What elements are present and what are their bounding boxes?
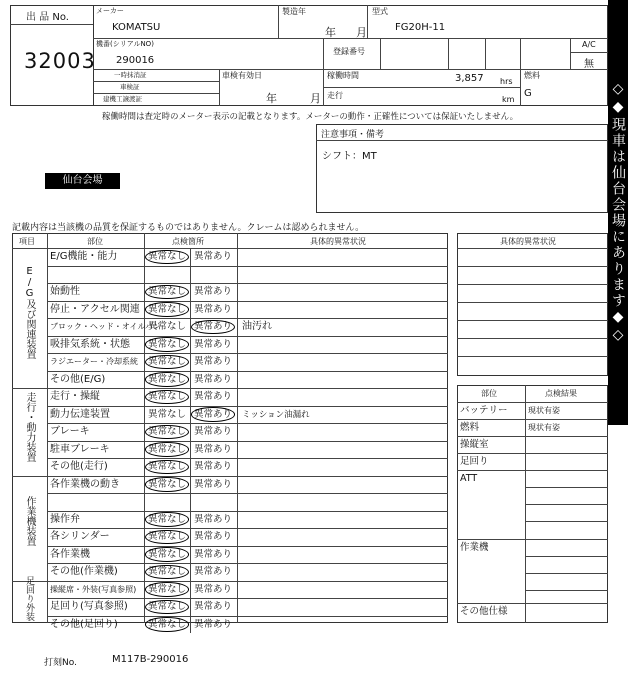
row-part: 停止・アクセル関連 (50, 303, 140, 315)
reg-label: 登録番号 (333, 47, 365, 56)
status-abnormal: 異常あり (194, 461, 233, 472)
status-normal: 異常なし (148, 601, 187, 612)
status-normal: 異常なし (148, 303, 187, 315)
status-normal: 異常なし (148, 426, 187, 437)
maker-label: メーカー (96, 7, 124, 15)
header-part: 部位 (87, 237, 103, 246)
status-abnormal: 異常あり (194, 426, 233, 437)
row-part: ブレーキ (50, 426, 90, 437)
status-abnormal: 異常あり (194, 251, 233, 262)
serial-value: 290016 (116, 55, 155, 66)
hours-unit: hrs (500, 77, 513, 86)
result-part: 操縦室 (460, 439, 489, 450)
hours-disclaimer: 稼働時間は査定時のメーター表示の記載となります。メーターの動作・正確性については保証いたしません。 (102, 112, 519, 122)
km-unit: km (502, 95, 515, 104)
status-normal: 異常なし (148, 338, 187, 350)
status-abnormal: 異常あり (194, 601, 233, 612)
row-part: E/G機能・能力 (50, 251, 118, 262)
model-label: 型式 (372, 7, 388, 16)
result-header-part: 部位 (481, 389, 497, 398)
status-normal: 異常なし (148, 391, 187, 402)
ac-label: A/C (582, 40, 596, 49)
group-eg: E/G及び関連装置 (24, 266, 35, 359)
status-normal: 異常なし (148, 408, 187, 420)
status-normal: 異常なし (148, 251, 187, 262)
side-banner-text: ◇◆現車は仙台会場にあります◆◇ (610, 80, 626, 345)
status-normal: 異常なし (148, 286, 187, 297)
vehicle-cert-label: 車検証 (120, 83, 140, 91)
row-part: 始動性 (50, 286, 80, 297)
status-normal: 異常なし (148, 548, 187, 560)
status-abnormal: 異常あり (194, 618, 233, 630)
fuel-value: G (524, 88, 532, 99)
inspect-unit-y: 年 (266, 92, 277, 105)
row-part: 操作弁 (50, 513, 80, 525)
status-abnormal: 異常あり (194, 356, 233, 367)
status-normal: 異常なし (148, 478, 187, 490)
side-banner (608, 0, 628, 425)
result-part: 足回り (460, 456, 489, 467)
serial-label: 機番(シリアルNO) (96, 40, 154, 48)
status-abnormal: 異常あり (194, 338, 233, 350)
result-part: ATT (460, 473, 478, 484)
row-part: 走行・操縦 (50, 391, 100, 402)
row-part: その他(走行) (50, 461, 108, 472)
status-normal: 異常なし (148, 373, 187, 385)
status-abnormal: 異常あり (194, 583, 233, 595)
model-value: FG20H-11 (395, 22, 446, 33)
status-normal: 異常なし (148, 531, 187, 542)
inspect-unit-m: 月 (310, 92, 321, 105)
status-abnormal: 異常あり (194, 513, 233, 525)
row-part: 操縦席・外装(写真参照) (50, 584, 137, 594)
status-normal: 異常なし (148, 461, 187, 472)
row-part: 足回り(写真参照) (50, 601, 128, 612)
notes-title: 注意事項・備考 (321, 130, 385, 140)
venue-label: 仙台会場 (45, 173, 120, 189)
result-part: バッテリー (460, 405, 508, 416)
group-drive: 走行・動力装置 (24, 392, 35, 462)
status-abnormal: 異常あり (194, 478, 233, 490)
row-detail: ミッション油漏れ (242, 409, 310, 420)
hours-value: 3,857 (455, 73, 484, 84)
status-abnormal: 異常あり (194, 443, 233, 455)
row-part: 各シリンダー (50, 531, 110, 542)
year-unit-y: 年 (325, 26, 336, 39)
result-part: 作業機 (460, 542, 489, 553)
ac-value: 無 (584, 59, 594, 70)
fuel-label: 燃料 (524, 71, 540, 80)
maker-value: KOMATSU (112, 22, 161, 33)
stamp-label: 打刻No. (44, 658, 77, 668)
status-normal: 異常なし (148, 513, 187, 525)
year-label: 製造年 (282, 7, 306, 16)
status-abnormal: 異常あり (194, 391, 233, 402)
bid-number-label: 出 品 No. (26, 12, 69, 23)
result-value: 現状有姿 (528, 406, 560, 415)
header-detail: 具体的異常状況 (310, 237, 366, 246)
row-part: 駐車ブレーキ (50, 443, 110, 455)
row-part: 各作業機の動き (50, 478, 120, 490)
row-part: ブロック・ヘッド・オイルパン (50, 322, 161, 331)
status-abnormal: 異常あり (194, 531, 233, 542)
temp-cert-label: 一時抹消証 (114, 71, 147, 79)
status-normal: 異常なし (148, 618, 187, 630)
row-detail: 油汚れ (242, 321, 272, 332)
group-work: 作業機装置 (24, 496, 35, 546)
status-normal: 異常なし (148, 356, 187, 367)
status-normal: 異常なし (148, 583, 187, 595)
const-cert-label: 建機工譲渡証 (103, 95, 142, 103)
inspect-expiry-label: 車検有効日 (222, 71, 262, 80)
row-part: 動力伝達装置 (50, 408, 110, 420)
status-abnormal: 異常あり (194, 373, 233, 385)
bid-number: 32003 (24, 49, 96, 73)
row-part: その他(作業機) (50, 566, 118, 577)
km-label: 走行 (327, 91, 343, 100)
stamp-value: M117B-290016 (112, 654, 189, 665)
year-unit-m: 月 (356, 26, 367, 39)
quality-disclaimer: 記載内容は当該機の品質を保証するものではありません。クレームは認められません。 (12, 223, 365, 233)
result-part: 燃料 (460, 422, 480, 433)
status-abnormal: 異常あり (194, 408, 233, 420)
status-normal: 異常なし (148, 566, 187, 577)
right-detail-header: 具体的異常状況 (500, 237, 556, 246)
result-part: その他仕様 (460, 606, 508, 617)
header-item: 項目 (19, 237, 35, 246)
status-abnormal: 異常あり (194, 548, 233, 560)
result-value: 現状有姿 (528, 423, 560, 432)
notes-content: シフト：MT (322, 151, 377, 162)
hours-label: 稼働時間 (327, 71, 359, 80)
right-detail-box (457, 233, 608, 376)
row-part: その他(E/G) (50, 373, 106, 385)
header-check: 点検箇所 (172, 237, 204, 246)
row-part: ラジエーター・冷却系統 (50, 357, 138, 366)
row-part: その他(足回り) (50, 618, 118, 630)
row-part: 各作業機 (50, 548, 90, 560)
row-part: 吸排気系統・状態 (50, 338, 130, 350)
status-abnormal: 異常あり (194, 286, 233, 297)
status-abnormal: 異常あり (194, 321, 233, 332)
status-abnormal: 異常あり (194, 303, 233, 315)
status-normal: 異常なし (148, 443, 187, 455)
result-header-result: 点検結果 (545, 389, 577, 398)
status-normal: 異常なし (148, 321, 187, 332)
status-abnormal: 異常あり (194, 566, 233, 577)
group-under: 足回り外装 (24, 576, 34, 621)
